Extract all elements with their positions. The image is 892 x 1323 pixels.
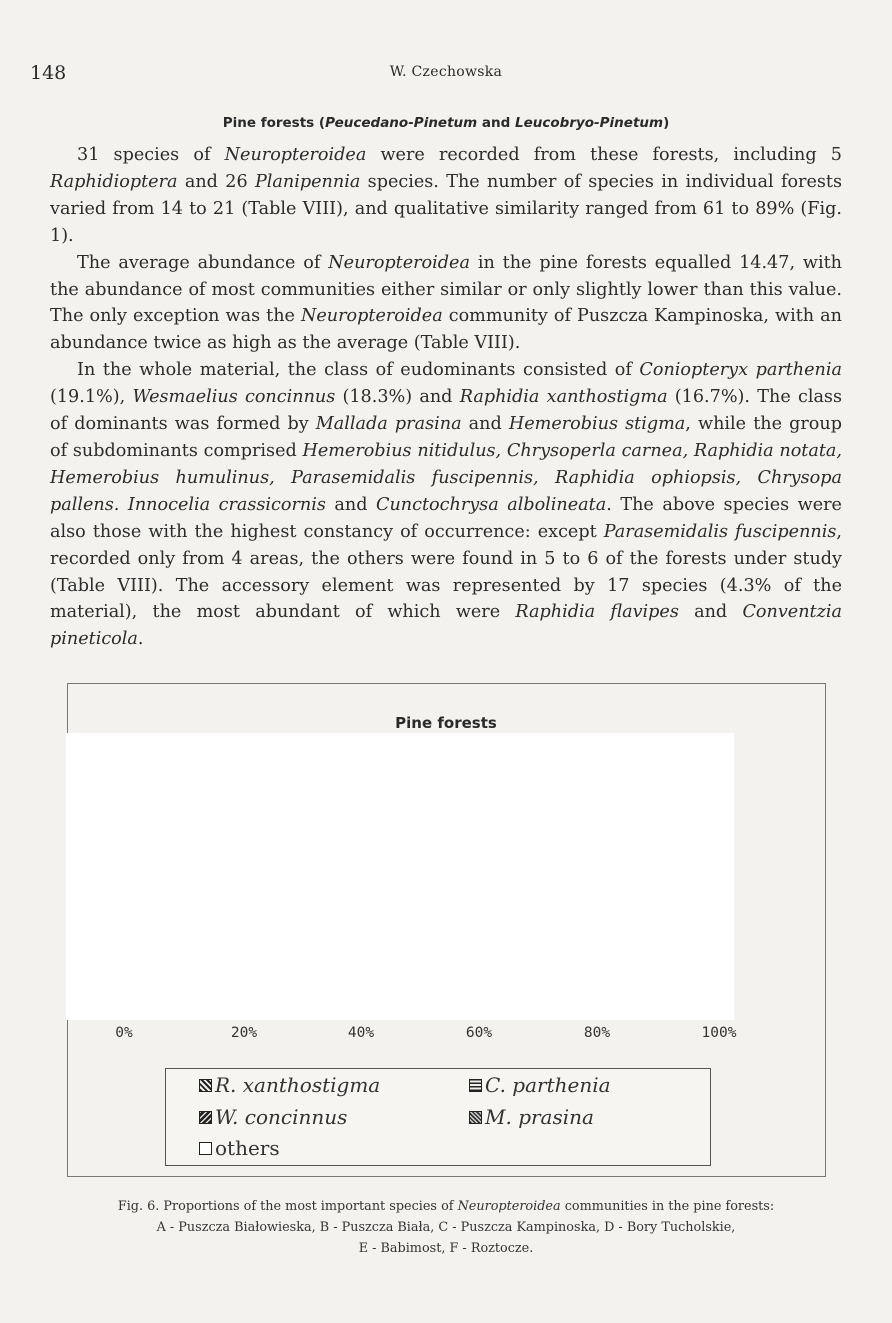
heading-italic: Peucedano-Pinetum <box>325 115 478 131</box>
legend-item-r-xanthostigma <box>199 1073 380 1097</box>
heading-suffix: ) <box>663 115 670 131</box>
p3-s9: , recorded only from 4 areas, the others were found in 5 to 6 of the forests under study (Table VIII). The accessory element was represented by 17 species (4.3% of the material), the most abundant of which were <box>50 521 842 623</box>
legend-item-w-concinnus <box>199 1105 347 1129</box>
legend-item-m-prasina <box>469 1105 594 1129</box>
p3-s1: In the whole material, the class of eudominants consisted of <box>77 360 640 381</box>
x-tick-60: 60% <box>465 1025 493 1041</box>
plot-area <box>66 733 734 1020</box>
p2-s1: The average abundance of <box>77 252 329 273</box>
p3-s3: (18.3%) and <box>335 387 460 408</box>
p3-s7: and <box>325 494 376 515</box>
p3-i6: Hemerobius nitidulus, Chrysoperla carnea, Raphidia notata, Hemerobius humulinus, Parasemidalis fuscipennis, Raphidia ophiopsis, Chrysopa pallens. Innocelia crassicornis <box>50 440 842 515</box>
p3-i5: Hemerobius stigma <box>508 414 686 435</box>
legend-swatch-icon <box>469 1079 482 1092</box>
caption-line-1 <box>0 1196 892 1217</box>
legend-label: C. parthenia <box>485 1073 611 1097</box>
p1-s3: and 26 <box>177 171 255 192</box>
x-tick-80: 80% <box>583 1025 611 1041</box>
legend-swatch-icon <box>199 1142 212 1155</box>
caption-s1: Fig. 6. Proportions of the most important species of <box>117 1199 458 1214</box>
p1-s4: species. The number of species in individual forests varied from 14 to 21 (Table VIII), and qualitative similarity ranged from 61 to 89% (Fig. 1). <box>50 171 842 246</box>
p3-i8: Parasemidalis fuscipennis <box>603 521 837 542</box>
p1-s2: were recorded from these forests, including 5 <box>366 145 842 165</box>
legend-swatch-icon <box>199 1079 212 1092</box>
paragraph-3 <box>50 357 842 653</box>
p1-i2: Raphidioptera <box>50 171 178 192</box>
x-tick-40: 40% <box>347 1025 375 1041</box>
legend-swatch-icon <box>469 1111 482 1124</box>
p2-i2: Neuropteroidea <box>301 306 443 327</box>
p3-i9: Raphidia flavipes <box>515 602 679 623</box>
p3-i7: Cunctochrysa albolineata <box>376 494 607 515</box>
p1-s1: 31 species of <box>77 145 225 165</box>
section-heading <box>0 115 892 131</box>
p2-i1: Neuropteroidea <box>328 252 470 273</box>
heading-mid: and <box>477 115 516 131</box>
p3-i4: Mallada prasina <box>315 414 462 435</box>
caption-i1: Neuropteroidea <box>457 1199 561 1214</box>
p1-i1: Neuropteroidea <box>224 145 367 165</box>
p1-i3: Planipennia <box>254 171 361 192</box>
heading-italic2: Leucobryo-Pinetum <box>515 115 664 131</box>
p2-s2: in the pine forests equalled 14.47, with the abundance of most communities either similar or only slightly lower than this value. The only exception was the <box>50 252 842 327</box>
p3-i1: Coniopteryx parthenia <box>639 360 842 381</box>
x-tick-0: 0% <box>115 1025 133 1041</box>
legend-item-others <box>199 1136 280 1160</box>
p3-s6: , while the group of subdominants comprised <box>50 414 842 461</box>
heading-prefix: Pine forests ( <box>222 115 326 131</box>
caption-line-2: A - Puszcza Białowieska, B - Puszcza Biała, C - Puszcza Kampinoska, D - Bory Tucholskie, <box>156 1220 736 1235</box>
x-tick-20: 20% <box>230 1025 258 1041</box>
chart-title: Pine forests <box>395 714 497 732</box>
paragraph-1 <box>50 142 842 250</box>
p2-s3: community of Puszcza Kampinoska, with an abundance twice as high as the average (Table VIII). <box>50 306 842 354</box>
p3-s4: (16.7%). The class of dominants was formed by <box>50 387 842 435</box>
p3-i3: Raphidia xanthostigma <box>459 387 668 408</box>
paragraph-2 <box>50 250 842 358</box>
legend-swatch-icon <box>199 1111 212 1124</box>
p3-i10: Conventzia pineticola <box>50 602 842 650</box>
legend-label: R. xanthostigma <box>215 1073 381 1097</box>
legend-item-c-parthenia <box>469 1073 611 1097</box>
caption-s2: communities in the pine forests: <box>560 1199 775 1214</box>
p3-s2: (19.1%), <box>50 387 133 408</box>
caption-line-3: E - Babimost, F - Roztocze. <box>358 1241 534 1256</box>
body-text <box>50 142 842 653</box>
legend-label: M. prasina <box>485 1105 594 1129</box>
p3-s10: and <box>678 602 743 623</box>
p3-s5: and <box>461 414 509 435</box>
p3-s11: . <box>137 629 144 650</box>
p3-i2: Wesmaelius concinnus <box>132 387 336 408</box>
chart-legend <box>165 1068 711 1166</box>
running-head: W. Czechowska <box>389 64 503 80</box>
figure-caption <box>0 1196 892 1259</box>
legend-label: others <box>215 1136 280 1160</box>
x-tick-100: 100% <box>701 1025 737 1041</box>
page-number: 148 <box>30 62 67 84</box>
legend-label: W. concinnus <box>215 1105 348 1129</box>
p3-s8: . The above species were also those with the highest constancy of occurrence: except <box>50 494 842 542</box>
